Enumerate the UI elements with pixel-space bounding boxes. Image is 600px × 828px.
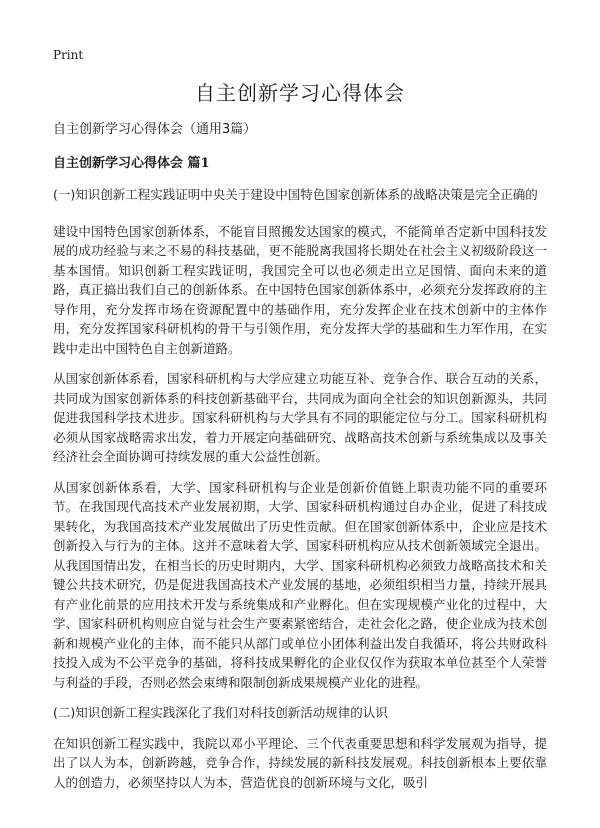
- paragraph-subheading-2: (二)知识创新工程实践深化了我们对科技创新活动规律的认识: [53, 705, 388, 720]
- document-title: 自主创新学习心得体会: [195, 81, 405, 105]
- print-link[interactable]: Print: [53, 48, 84, 62]
- section-heading: 自主创新学习心得体会 篇1: [53, 156, 210, 171]
- document-subtitle: 自主创新学习心得体会（通用3篇）: [53, 122, 257, 137]
- paragraph: 在知识创新工程实践中，我院以邓小平理论、三个代表重要思想和科学发展观为指导，提出了以人为本，创新跨越，竞争合作，持续发展的新科技发展观。科技创新根本上要依靠人的创造力，必须坚持以人为本，营造优良的创新环境与文化，吸引: [53, 735, 547, 790]
- paragraph: 建设中国特色国家创新体系，不能盲目照搬发达国家的模式，不能简单否定新中国科技发展的成功经验与来之不易的科技基础，更不能脱离我国将长期处在社会主义初级阶段这一基本国情。知识创新工程实践证明，我国完全可以也必须走出立足国情、面向未来的道路，真正搞出我们自己的创新体系。在中国特色国家创新体系中，必须充分发挥政府的主导作用，充分发挥市场在资源配置中的基础作用，充分发挥企业在技术创新中的主体作用，充分发挥国家科研机构的骨干与引领作用，充分发挥大学的基础和生力军作用，在实践中走出中国特色自主创新道路。: [53, 223, 547, 356]
- paragraph: 从国家创新体系看，国家科研机构与大学应建立功能互补、竞争合作、联合互动的关系，共同成为国家创新体系的科技创新基础平台，共同成为面向全社会的知识创新源头，共同促进我国科学技术进步。国家科研机构与大学具有不同的职能定位与分工。国家科研机构必须从国家战略需求出发，着力开展定向基础研究、战略高技术创新与系统集成以及事关经济社会全面协调可持续发展的重大公益性创新。: [53, 371, 547, 464]
- paragraph-subheading-1: (一)知识创新工程实践证明中央关于建设中国特色国家创新体系的战略决策是完全正确的: [53, 187, 538, 202]
- paragraph: 从国家创新体系看，大学、国家科研机构与企业是创新价值链上职责功能不同的重要环节。在我国现代高技术产业发展初期，大学、国家科研机构通过自办企业，促进了科技成果转化，为我国高技术产业发展做出了历史性贡献。但在国家创新体系中，企业应是技术创新投入与行为的主体。这并不意味着大学、国家科研机构应从技术创新领域完全退出。从我国国情出发，在相当长的历史时期内，大学、国家科研机构必须致力战略高技术和关键公共技术研究，仍是促进我国高技术产业发展的基地，必须组织相当力量，持续开展具有产业化前景的应用技术开发与系统集成和产业孵化。但在实现规模产业化的过程中，大学、国家科研机构则应自觉与社会生产要素紧密结合，走社会化之路，使企业成为技术创新和规模产业化的主体，而不能只从部门或单位小团体利益出发自我循环，将公共财政科技投入成为不公平竞争的基础，将科技成果孵化的企业仅仅作为获取本单位甚至个人荣誉与利益的手段，否则必然会束缚和限制创新成果规模产业化的进程。: [53, 479, 547, 690]
